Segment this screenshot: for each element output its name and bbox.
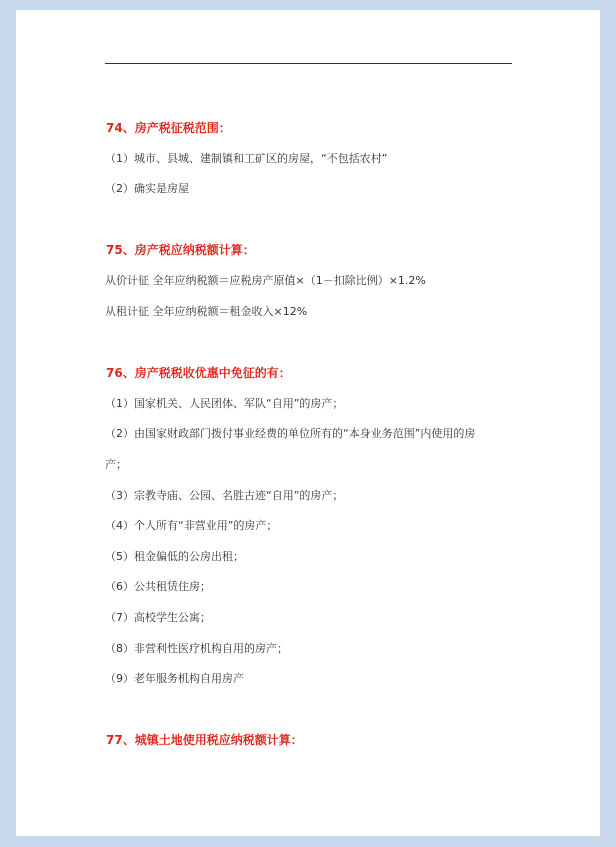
section-77-heading: 77、城镇土地使用税应纳税额计算： xyxy=(106,733,303,747)
top-divider xyxy=(105,63,512,64)
section-76-line-5: （5）租金偏低的公房出租； xyxy=(105,550,244,563)
section-75-line-1: 从价计征 全年应纳税额＝应税房产原值×（1－扣除比例）×1.2% xyxy=(105,274,426,287)
section-76-line-7: （7）高校学生公寓； xyxy=(105,611,211,624)
document-page xyxy=(16,10,600,836)
section-76-line-2: （2）由国家财政部门拨付事业经费的单位所有的“本身业务范围”内使用的房 xyxy=(105,427,476,440)
section-76-line-6: （6）公共租赁住房； xyxy=(105,580,211,593)
section-75-heading: 75、房产税应纳税额计算： xyxy=(106,243,255,257)
section-76-line-3: （3）宗教寺庙、公园、名胜古迹“自用”的房产； xyxy=(105,489,344,502)
section-74-heading: 74、房产税征税范围： xyxy=(106,121,231,135)
section-76-line-2-cont: 产； xyxy=(105,458,127,471)
section-76-line-4: （4）个人所有“非营业用”的房产； xyxy=(105,519,278,532)
section-75-line-2: 从租计征 全年应纳税额＝租金收入×12% xyxy=(105,305,308,318)
section-76-line-1: （1）国家机关、人民团体、军队“自用”的房产； xyxy=(105,397,344,410)
section-76-heading: 76、房产税税收优惠中免征的有： xyxy=(106,366,291,380)
section-74-line-2: （2）确实是房屋 xyxy=(105,182,189,195)
section-76-line-8: （8）非营利性医疗机构自用的房产； xyxy=(105,642,288,655)
section-74-line-1: （1）城市、县城、建制镇和工矿区的房屋，“不包括农村” xyxy=(105,152,388,165)
section-76-line-9: （9）老年服务机构自用房产 xyxy=(105,672,244,685)
